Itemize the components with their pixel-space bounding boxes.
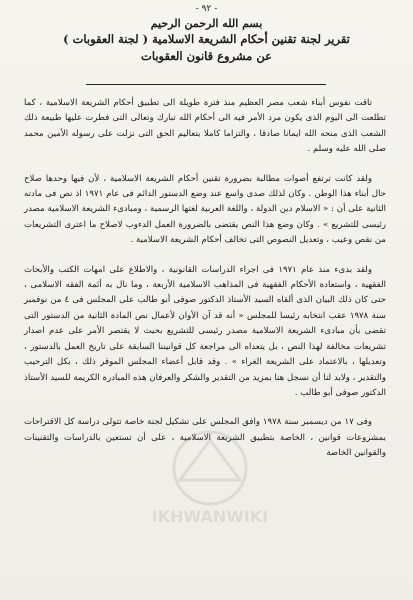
page-number: - ٩٢ - <box>195 4 218 14</box>
report-title: تقرير لجنة تقنين أحكام الشريعة الاسلامية ( لجنة العقوبات ) <box>63 32 350 46</box>
report-subtitle: عن مشروع قانون العقوبات <box>141 49 272 63</box>
paragraph-2: ولقد كانت ترتفع أصوات مطالبة بضرورة تقنين أحكام الشريعة الاسلامية ، لأن فيها وحدها صلاح حال أبناء هذا الوطن . وكان لذلك صدى واسع عند وضع الدستور الدائم فى عام ١٩٧١ اذ نص فى مادته الثانية على أن : « الاسلام دين الدولة ، واللغة العربية لغتها الرسمية ، ومبادىء الشريعة الاسلامية مصدر رئيسى للتشريع » . وكان وضع هذا النص يقتضى بالضرورة العمل الدءوب لاصلاح ما اعترى التشريعات من نقص وعيب ، وتعديل النصوص التى تخالف أحكام الشريعة الاسلامية . <box>24 173 386 246</box>
paragraph-1: تاقت نفوس أبناء شعب مصر العظيم منذ فترة طويلة الى تطبيق أحكام الشريعة الاسلامية ، كما تطلعت الى اليوم الذى يكون مرد الأمر فيه الى أحكام الله تبارك وتعالى التى فطرت عليها طبيعة ذلك الشعب الذى منحه الله ايمانا صادقا ، والتزاما كاملا بتعاليم الحق التى نزلت على رسوله الأمين محمد صلى الله عليه وسلم . <box>24 98 386 155</box>
document-header <box>30 16 383 65</box>
report-body <box>24 96 386 462</box>
paragraph-4: وفى ١٧ من ديسمبر سنة ١٩٧٨ وافق المجلس على تشكيل لجنة خاصة تتولى دراسة كل الاقتراحات بمشروعات قوانين ، الخاصة بتطبيق الشريعة الاسلامية ، على أن تستعين بالدراسات والتقنينات والقوانين الخاصة <box>24 417 386 459</box>
watermark-text: IKHWANWIKI <box>151 507 269 526</box>
basmala: بسم الله الرحمن الرحيم <box>150 17 263 30</box>
paragraph-3: ولقد بدىء منذ عام ١٩٧١ فى اجراء الدراسات القانونية ، والاطلاع على امهات الكتب والأبحاث الفقهية ، واستعادة الأحكام الفقهية فى المذاهب الاسلامية الأربعة ، وما نال به أئمة الفقه الاسلامى ، حتى كان ذلك البيان الذى ألقاه السيد الأستاذ الدكتور صوفى أبو طالب على المجلس فى ٤ من نوفمبر سنة ١٩٧٨ عقب انتخابه رئيسا للمجلس « أنه قد آن الأوان لأعمال نص المادة الثانية من الدستور التى تقضى بأن مبادىء الشريعة الاسلامية مصدر رئيسى للتشريع بحيث لا يقتصر الأمر على عدم اصدار تشريعات مخالفة لهذا النص ، بل يتعداه الى مراجعة كل قوانيننا السابقة على تاريخ العمل بالدستور ، وتعديلها ، بالاعتماد على الشريعة الغراء » . وقد قابل أعضاء المجلس الموقر ذلك ، بكل الترحيب والتقدير ، ولابد لنا أن نسجل هنا بمزيد من التقدير والشكر والعرفان هذه المبادرة الكريمة للسيد الأستاذ الدكتور صوفى أبو طالب . <box>24 264 386 398</box>
title-underline <box>86 84 326 85</box>
